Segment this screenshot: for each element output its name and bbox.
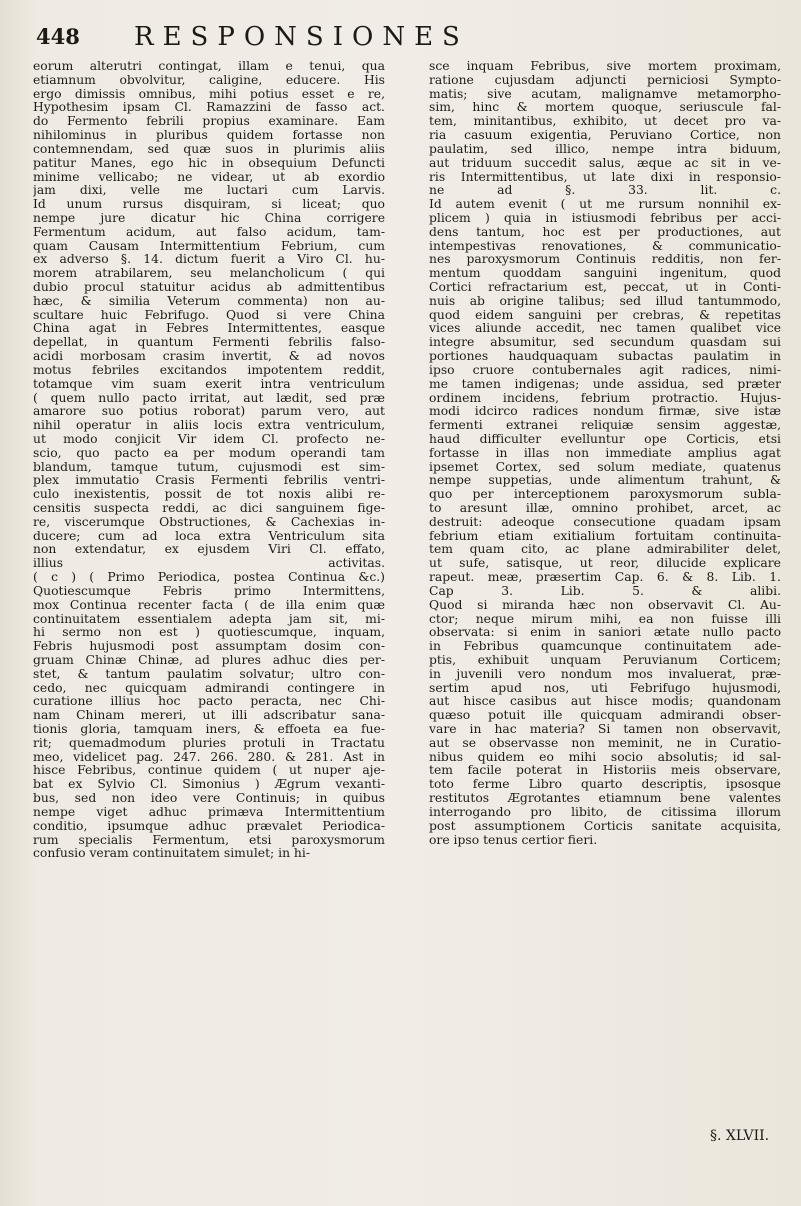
right-column-line: intempestivas renovationes, & communicatio- xyxy=(429,239,781,253)
right-column-line: dens tantum, hoc est per productiones, aut xyxy=(429,225,781,239)
right-column-line: modi idcirco radices nondum firmæ, sive istæ xyxy=(429,405,781,419)
left-column-line: cedo, nec quicquam admirandi contingere in xyxy=(33,681,385,695)
right-column-line: aut hisce casibus aut hisce modis; quandonam xyxy=(429,695,781,709)
left-column-line: hi sermo non est ) quotiescumque, inquam, xyxy=(33,626,385,640)
right-column-line: mentum quoddam sanguini ingenitum, quod xyxy=(429,267,781,281)
left-column-line: gruam Chinæ Chinæ, ad plures adhuc dies per- xyxy=(33,653,385,667)
left-column-line: continuitatem essentialem adepta jam sit, mi- xyxy=(33,612,385,626)
right-column-line: quo per interceptionem paroxysmorum subla- xyxy=(429,488,781,502)
right-column-line: Id autem evenit ( ut me rursum nonnihil ex- xyxy=(429,198,781,212)
right-column-line: matis; sive acutam, malignamve metamorpho- xyxy=(429,87,781,101)
left-column-line: Hypothesim ipsam Cl. Ramazzini de fasso act. xyxy=(33,101,385,115)
left-column-line: ergo dimissis omnibus, mihi potius esset e re, xyxy=(33,87,385,101)
left-column-line: depellat, in quantum Fermenti febrilis falso- xyxy=(33,336,385,350)
left-column-line: ut modo conjicit Vir idem Cl. profecto ne- xyxy=(33,432,385,446)
right-column-line: observata: si enim in saniori ætate nullo pacto xyxy=(429,626,781,640)
left-column-line: Fermentum acidum, aut falso acidum, tam- xyxy=(33,225,385,239)
left-column-line: bat ex Sylvio Cl. Simonius ) Ægrum vexanti- xyxy=(33,778,385,792)
right-column-line: in juvenili vero nondum mos invaluerat, præ- xyxy=(429,667,781,681)
right-column-line: to aresunt illæ, omnino prohibet, arcet, ac xyxy=(429,502,781,515)
running-head: RESPONSIONES xyxy=(134,22,469,52)
left-column-line: conditio, ipsumque adhuc prævalet Periodica- xyxy=(33,819,385,833)
right-column-line: plicem ) quia in istiusmodi febribus per acci- xyxy=(429,211,781,225)
left-column-line: do Fermento febrili propius examinare. Eam xyxy=(33,115,385,129)
left-column-line: curatione illius hoc pacto peracta, nec Chi- xyxy=(33,695,385,709)
right-column-line: ris Intermittentibus, ut late dixi in responsio- xyxy=(429,170,781,184)
left-text-column xyxy=(33,60,385,861)
left-column-line: amarore suo potius roborat) parum vero, aut xyxy=(33,405,385,419)
right-column-line: sce inquam Febribus, sive mortem proximam, xyxy=(429,60,781,73)
left-column-line: confusio veram continuitatem simulet; in hi- xyxy=(33,847,311,861)
right-column-line: destruit: adeoque consecutione quadam ipsam xyxy=(429,515,781,529)
left-column-line: rum specialis Fermentum, etsi paroxysmorum xyxy=(33,833,385,847)
left-column-line: nempe jure dicatur hic China corrigere xyxy=(33,211,385,225)
right-text-column xyxy=(429,60,781,847)
left-column-line: ducere; cum ad loca extra Ventriculum sita xyxy=(33,529,385,543)
left-column-line: etiamnum obvolvitur, caligine, educere. His xyxy=(33,73,385,87)
left-column-line: motus febriles excitandos impotentem reddit, xyxy=(33,363,385,377)
left-column-line: censitis suspecta reddi, ac dici sanguinem fige- xyxy=(33,502,385,515)
left-column-line: nempe viget adhuc primæva Intermittentium xyxy=(33,805,385,819)
right-column-line: nes paroxysmorum Continuis redditis, non fer- xyxy=(429,253,781,267)
right-column-line: ut sufe, satisque, ut reor, dilucide explicare xyxy=(429,557,781,571)
left-column-line: ( c ) ( Primo Periodica, postea Continua &c.) xyxy=(33,571,385,585)
right-column-line: quæso potuit ille quicquam admirandi obser- xyxy=(429,709,781,723)
right-column-line: ptis, exhibuit unquam Peruvianum Corticem; xyxy=(429,653,781,667)
left-column-line: totamque vim suam exerit intra ventriculum xyxy=(33,377,385,391)
left-column-line: Quotiescumque Febris primo Intermittens, xyxy=(33,584,385,598)
left-column-line: morem atrabilarem, seu melancholicum ( qui xyxy=(33,267,385,281)
right-column-line: tem, minitantibus, exhibito, ut decet pro va- xyxy=(429,115,781,129)
right-column-line: nibus quidem eo mihi socio absolutis; id sal- xyxy=(429,750,781,764)
left-column-line: nam Chinam mereri, ut illi adscribatur sana- xyxy=(33,709,385,723)
right-column-line: post assumptionem Corticis sanitate acquisita, xyxy=(429,819,781,833)
left-column-line: nihil operatur in aliis locis extra ventriculum, xyxy=(33,419,385,433)
right-column-line: tem quam cito, ac plane admirabiliter delet, xyxy=(429,543,781,557)
left-column-line: contemnendam, sed quæ suos in plurimis aliis xyxy=(33,142,385,156)
catchword: §. XLVII. xyxy=(710,1128,770,1144)
right-column-line: fermenti extranei reliquiæ sensim aggestæ, xyxy=(429,419,781,433)
left-column-line: ex adverso §. 14. dictum fuerit a Viro Cl. hu- xyxy=(33,253,385,267)
left-column-line: re, viscerumque Obstructiones, & Cachexias in- xyxy=(33,515,385,529)
left-column-line: acidi morbosam crasim invertit, & ad novos xyxy=(33,350,385,364)
right-column-line: nuis ab origine talibus; sed illud tantummodo, xyxy=(429,294,781,308)
left-column-line: hæc, & similia Veterum commenta) non au- xyxy=(33,294,385,308)
left-column-line: Id unum rursus disquiram, si liceat; quo xyxy=(33,198,385,212)
left-column-line: eorum alterutri contingat, illam e tenui, qua xyxy=(33,60,385,73)
left-column-line: culo inexistentis, possit de tot noxis alibi re- xyxy=(33,488,385,502)
left-column-line: minime vellicabo; ne videar, ut ab exordio xyxy=(33,170,385,184)
right-column-line: ria casuum exigentia, Peruviano Cortice, non xyxy=(429,129,781,143)
left-column-line: quam Causam Intermittentium Febrium, cum xyxy=(33,239,385,253)
right-column-line: restitutos Ægrotantes etiamnum bene valentes xyxy=(429,792,781,806)
left-column-line: nihilominus in pluribus quidem fortasse non xyxy=(33,129,385,143)
right-column-line: quod eidem sanguini per crebras, & repetitas xyxy=(429,308,781,322)
right-column-line: me tamen indigenas; unde assidua, sed præter xyxy=(429,377,781,391)
right-column-line: ipsemet Cortex, sed solum mediate, quatenus xyxy=(429,460,781,474)
right-column-line: Cap 3. Lib. 5. & alibi. xyxy=(429,584,781,598)
left-column-line: bus, sed non ideo vere Continuis; in quibus xyxy=(33,792,385,806)
left-column-line: hisce Febribus, continue quidem ( ut nuper aje- xyxy=(33,764,385,778)
right-column-line: ne ad §. 33. lit. c. xyxy=(429,184,781,198)
right-column-line: rapeut. meæ, præsertim Cap. 6. & 8. Lib. 1. xyxy=(429,571,781,585)
left-column-line: stet, & tantum paulatim solvatur; ultro con- xyxy=(33,667,385,681)
right-column-line: sertim apud nos, uti Febrifugo hujusmodi, xyxy=(429,681,781,695)
page-header xyxy=(36,22,736,62)
right-column-line: portiones haudquaquam subactas paulatim in xyxy=(429,350,781,364)
right-column-line: aut se observasse non meminit, ne in Curatio- xyxy=(429,736,781,750)
left-column-line: scultare huic Febrifugo. Quod si vere China xyxy=(33,308,385,322)
right-column-line: nempe suppetias, unde alimentum trahunt, & xyxy=(429,474,781,488)
right-column-line: vices aliunde accedit, nec tamen qualibet vice xyxy=(429,322,781,336)
left-column-line: plex immutatio Crasis Fermenti febrilis ventri- xyxy=(33,474,385,488)
right-column-line: vare in hac materia? Si tamen non observavit, xyxy=(429,723,781,736)
right-column-line: tem facile poterat in Historiis meis observare, xyxy=(429,764,781,778)
left-column-line: patitur Manes, ego hic in obsequium Defuncti xyxy=(33,156,385,170)
right-column-line: ipso cruore contubernales agit radices, nimi- xyxy=(429,363,781,377)
left-column-line: ( quem nullo pacto irritat, aut lædit, sed præ xyxy=(33,391,385,405)
right-column-line: fortasse in illas non immediate amplius agat xyxy=(429,446,781,460)
right-column-line: ctor; neque mirum mihi, ea non fuisse illi xyxy=(429,612,781,626)
right-column-line: in Febribus quamcunque continuitatem ade- xyxy=(429,640,781,654)
right-column-line: Quod si miranda hæc non observavit Cl. Au- xyxy=(429,598,781,612)
left-column-line: jam dixi, velle me luctari cum Larvis. xyxy=(33,184,385,198)
left-column-line: mox Continua recenter facta ( de illa enim quæ xyxy=(33,598,385,612)
right-column-line: Cortici refractarium est, peccat, ut in Conti- xyxy=(429,281,781,294)
left-column-line: Febris hujusmodi post assumptam dosim con- xyxy=(33,640,385,654)
left-column-line: rit; quemadmodum pluries protuli in Tractatu xyxy=(33,736,385,750)
right-column-line: ore ipso tenus certior fieri. xyxy=(429,833,598,847)
right-column-line: haud difficulter evelluntur ope Corticis, etsi xyxy=(429,432,781,446)
left-column-line: non extendatur, ex ejusdem Viri Cl. effato, xyxy=(33,543,385,557)
left-column-line: dubio procul statuitur acidus ab admittentibus xyxy=(33,281,385,294)
left-column-line: tionis gloria, tamquam iners, & effoeta ea fue- xyxy=(33,723,385,736)
left-column-line: illius activitas. xyxy=(33,557,385,571)
right-column-line: sim, hinc & mortem quoque, seriuscule fal- xyxy=(429,101,781,115)
right-column-line: toto ferme Libro quarto descriptis, ipsosque xyxy=(429,778,781,792)
right-column-line: paulatim, sed illico, nempe intra biduum, xyxy=(429,142,781,156)
right-column-line: ratione cujusdam adjuncti perniciosi Sympto- xyxy=(429,73,781,87)
right-column-line: aut triduum succedit salus, æque ac sit in ve- xyxy=(429,156,781,170)
page-number: 448 xyxy=(36,24,80,49)
left-column-line: China agat in Febres Intermittentes, easque xyxy=(33,322,385,336)
right-column-line: febrium etiam exitialium fortuitam continuita- xyxy=(429,529,781,543)
right-column-line: ordinem incidens, febrium protractio. Hujus- xyxy=(429,391,781,405)
right-column-line: interrogando pro libito, de citissima illorum xyxy=(429,805,781,819)
left-column-line: blandum, tamque tutum, cujusmodi est sim- xyxy=(33,460,385,474)
left-column-line: scio, quo pacto ea per modum operandi tam xyxy=(33,446,385,460)
right-column-line: integre absumitur, sed secundum quasdam sui xyxy=(429,336,781,350)
left-column-line: meo, videlicet pag. 247. 266. 280. & 281. Ast in xyxy=(33,750,385,764)
